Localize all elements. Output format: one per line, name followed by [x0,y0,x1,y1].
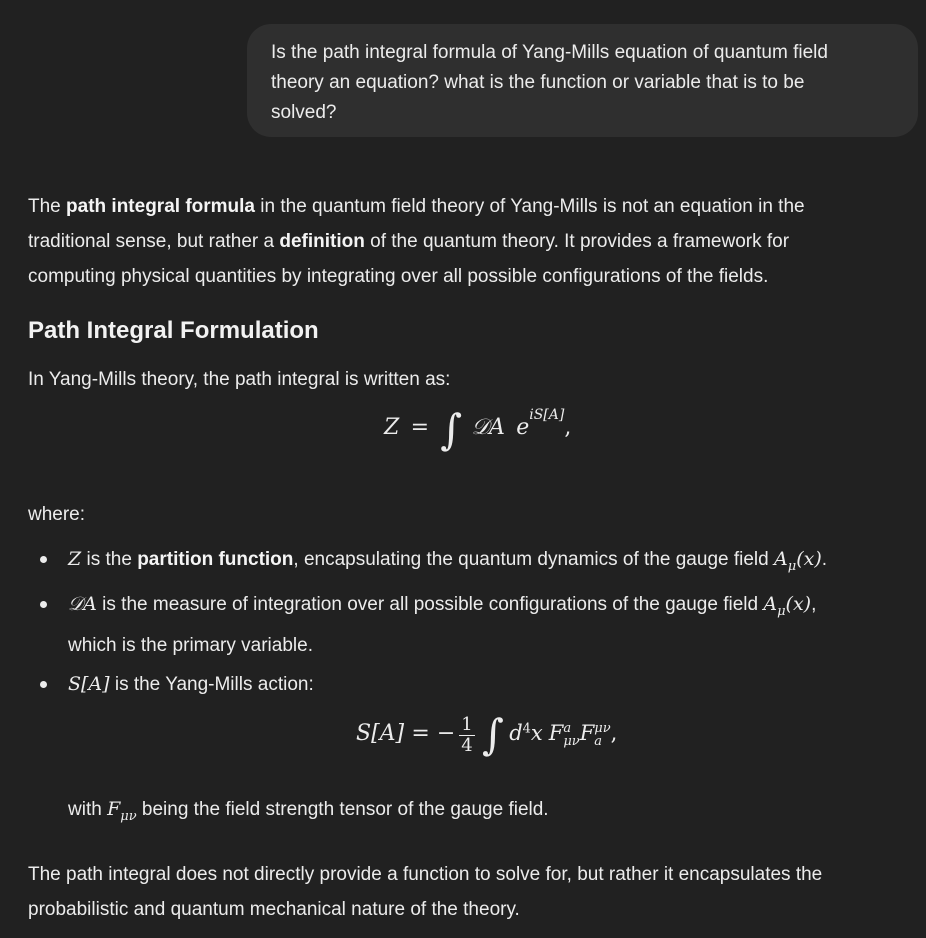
note-text: with [68,799,108,820]
closing-paragraph [28,857,908,927]
gauge-field-index: μ [787,558,797,574]
gauge-field-symbol: A [774,548,788,570]
gauge-field-index: μ [777,603,786,619]
eq2-d-power: 4 [522,721,531,737]
eq2-x: x [530,721,543,746]
eq2-f1-sup: a [563,721,572,736]
eq2-comma: , [610,721,618,746]
integral-sign: ∫ [482,710,504,759]
where-label: where: [28,504,86,525]
bullet-dot [40,601,47,608]
field-strength-symbol: F [107,798,121,820]
list-text: which is the primary variable. [68,634,313,656]
user-message-line-1: Is the path integral formula of Yang-Mills equation of quantum field [271,42,828,63]
one-quarter-fraction [459,715,474,756]
user-message-line-2: theory an equation? what is the function or variable that is to be [271,72,805,93]
user-message-bubble [247,24,918,137]
note-text: being the field strength tensor of the gauge field. [136,799,549,820]
yang-mills-action-equation [356,710,618,784]
closing-text: probabilistic and quantum mechanical nature of the theory. [28,899,520,920]
bullet-dot [40,556,47,563]
symbol-measure: 𝒟A [68,593,97,615]
lead-text: In Yang-Mills theory, the path integral is written as: [28,369,451,390]
section-heading: Path Integral Formulation [28,317,319,344]
eq2-f1-sub: μν [563,734,580,749]
eq1-measure: 𝒟A [471,415,505,440]
fraction-denominator: 4 [461,734,473,756]
eq1-exponent: iS[A] [529,406,565,423]
intro-paragraph [28,189,908,294]
symbol-z: Z [68,548,82,570]
intro-text: in the quantum field theory of Yang-Mills is not an equation in the [255,196,805,217]
list-text: . [821,549,828,570]
eq1-lhs: Z [384,415,400,440]
closing-text: The path integral does not directly provide a function to solve for, but rather it encapsulates the [28,864,823,885]
eq2-d: d [509,721,523,746]
user-message-line-3: solved? [271,102,337,123]
eq2-f1: F [548,721,564,746]
bullet-dot [40,681,47,688]
list-item [68,667,898,702]
gauge-field-arg: (x) [796,548,822,570]
eq2-f2-sup: μν [594,721,611,736]
intro-text: traditional sense, but rather a [28,231,280,252]
integral-sign: ∫ [440,405,463,454]
eq2-equals: = − [411,721,456,747]
intro-bold-definition: definition [279,231,365,252]
eq2-f2-indices [594,722,610,748]
eq2-f2-sub: a [594,734,603,749]
partition-function-equation [384,405,572,469]
intro-text: computing physical quantities by integrating over all possible configurations of the fields. [28,266,769,287]
field-strength-note [68,798,549,824]
list-item [68,542,898,584]
eq2-f1-indices [563,722,579,748]
intro-text: of the quantum theory. It provides a framework for [364,231,790,252]
list-text: , encapsulating the quantum dynamics of the gauge field [293,549,774,570]
eq1-comma: , [564,415,572,440]
list-text: is the [81,549,138,570]
bold-partition-function: partition function [137,549,294,570]
eq1-equals: = [410,415,430,440]
list-text: , [811,594,817,615]
eq1-exp-base: e [516,415,530,440]
intro-text: The [28,196,67,217]
gauge-field-arg: (x) [785,593,812,615]
eq2-lhs: S[A] [356,721,405,747]
symbol-action: S[A] [68,673,110,695]
list-text: is the measure of integration over all possible configurations of the gauge field [96,594,764,615]
field-strength-index: μν [120,808,137,824]
intro-bold-path-integral: path integral formula [66,196,255,217]
list-text: is the Yang-Mills action: [109,674,314,695]
list-item [68,587,898,663]
fraction-numerator: 1 [461,713,473,735]
eq2-f2: F [579,721,595,746]
gauge-field-symbol: A [763,593,778,615]
